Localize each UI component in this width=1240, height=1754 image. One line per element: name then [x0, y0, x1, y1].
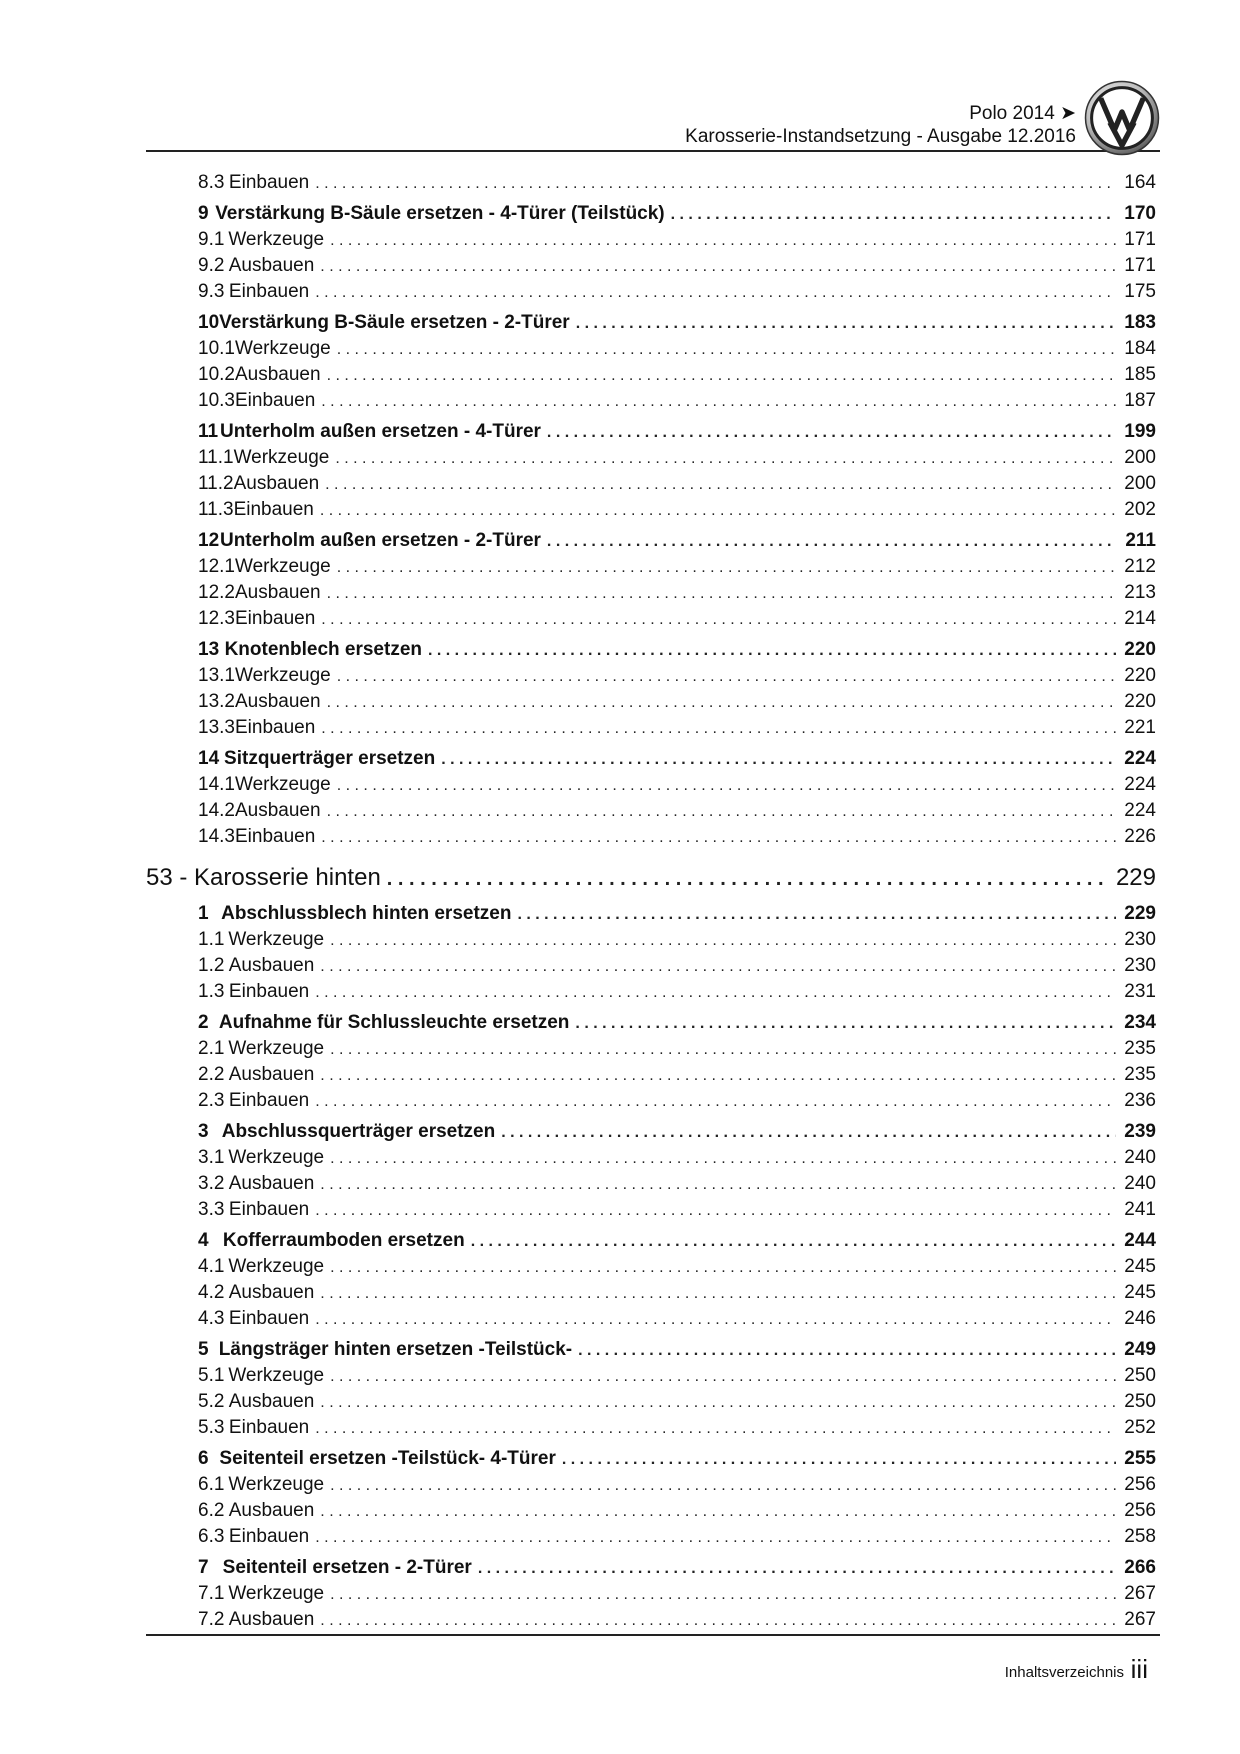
toc-page-number: 256 [1124, 1500, 1156, 1521]
toc-title: Knotenblech ersetzen [224, 639, 422, 660]
table-of-contents [146, 172, 1156, 1635]
toc-page-number: 267 [1124, 1583, 1156, 1604]
toc-number: 3.1 [198, 1147, 225, 1168]
toc-title: Einbauen [228, 1526, 310, 1547]
toc-title: Kofferraumboden ersetzen [222, 1230, 465, 1251]
dot-leader [575, 1015, 1116, 1033]
footer-page-number: iii [1130, 1654, 1148, 1684]
vw-logo-icon [1084, 80, 1160, 156]
toc-title: Werkzeuge [228, 929, 325, 950]
toc-page-number: 185 [1124, 364, 1156, 385]
dot-leader [671, 206, 1116, 224]
dot-leader [327, 694, 1116, 712]
toc-title: Werkzeuge [233, 447, 330, 468]
toc-title: Werkzeuge [228, 1038, 325, 1059]
toc-title: Werkzeuge [234, 338, 331, 359]
toc-entry[interactable] [146, 1147, 1156, 1173]
arrow-right-icon: ➤ [1060, 103, 1076, 124]
toc-title: Unterholm außen ersetzen - 4-Türer [219, 421, 541, 442]
toc-number: 1.2 [198, 955, 225, 976]
dot-leader [337, 668, 1116, 686]
toc-title: Ausbauen [233, 473, 320, 494]
dot-leader [428, 642, 1116, 660]
toc-number: 6.1 [198, 1474, 225, 1495]
toc-page-number: 249 [1124, 1339, 1156, 1360]
dot-leader [315, 1093, 1116, 1111]
toc-title: Ausbauen [228, 1391, 315, 1412]
dot-leader [330, 1586, 1116, 1604]
toc-page-number: 213 [1124, 582, 1156, 603]
dot-leader [315, 1202, 1116, 1220]
toc-number: 14 [198, 748, 220, 769]
toc-number: 5.1 [198, 1365, 225, 1386]
toc-number: 14.1 [198, 774, 235, 795]
toc-page-number: 220 [1124, 665, 1156, 686]
toc-title: Ausbauen [228, 1609, 315, 1630]
dot-leader [441, 751, 1116, 769]
dot-leader [321, 829, 1116, 847]
toc-title: Ausbauen [228, 955, 315, 976]
toc-page-number: 200 [1124, 447, 1156, 468]
toc-entry[interactable] [146, 1583, 1156, 1609]
toc-page-number: 230 [1124, 929, 1156, 950]
toc-page-number: 255 [1124, 1448, 1156, 1469]
toc-page-number: 220 [1124, 691, 1156, 712]
dot-leader [517, 906, 1116, 924]
toc-page-number: 226 [1124, 826, 1156, 847]
toc-entry[interactable] [146, 1526, 1156, 1552]
toc-title: Einbauen [233, 499, 314, 520]
dot-leader [320, 502, 1116, 520]
toc-page-number: 220 [1124, 639, 1156, 660]
dot-leader [320, 1067, 1116, 1085]
toc-number: 2.3 [198, 1090, 225, 1111]
toc-page-number: 187 [1124, 390, 1156, 411]
toc-page-number: 245 [1124, 1256, 1156, 1277]
toc-entry[interactable] [146, 1609, 1156, 1635]
dot-leader [547, 424, 1116, 442]
toc-entry[interactable] [146, 390, 1156, 416]
toc-title: Ausbauen [228, 1500, 315, 1521]
toc-title: Einbauen [234, 826, 316, 847]
toc-section[interactable] [146, 1230, 1156, 1256]
toc-entry[interactable] [146, 1365, 1156, 1391]
toc-title: Einbauen [234, 717, 316, 738]
toc-title: Unterholm außen ersetzen - 2-Türer [219, 530, 541, 551]
toc-number: 3.2 [198, 1173, 225, 1194]
footer-rule [146, 1634, 1160, 1636]
toc-number: 2 [198, 1012, 209, 1033]
toc-number: 1.3 [198, 981, 225, 1002]
dot-leader [578, 1342, 1116, 1360]
toc-number: 7 [198, 1557, 209, 1578]
toc-page-number: 235 [1124, 1064, 1156, 1085]
dot-leader [562, 1451, 1116, 1469]
toc-entry[interactable] [146, 1199, 1156, 1225]
toc-page-number: 224 [1124, 774, 1156, 795]
toc-number: 14.2 [198, 800, 235, 821]
toc-entry[interactable] [146, 800, 1156, 826]
toc-number: 9.1 [198, 229, 225, 250]
toc-page-number: 250 [1124, 1365, 1156, 1386]
toc-title: Einbauen [228, 281, 310, 302]
toc-entry[interactable] [146, 1173, 1156, 1199]
dot-leader [325, 476, 1116, 494]
toc-page-number: 183 [1124, 312, 1156, 333]
toc-page-number: 250 [1124, 1391, 1156, 1412]
toc-entry[interactable] [146, 1256, 1156, 1282]
toc-title: 53 - Karosserie hinten [146, 864, 381, 891]
toc-page-number: 231 [1124, 981, 1156, 1002]
toc-number: 14.3 [198, 826, 235, 847]
toc-number: 5 [198, 1339, 209, 1360]
toc-page-number: 241 [1124, 1199, 1156, 1220]
dot-leader [320, 1612, 1116, 1630]
toc-number: 8.3 [198, 172, 225, 193]
toc-title: Werkzeuge [228, 1147, 325, 1168]
dot-leader [327, 803, 1116, 821]
toc-number: 4.3 [198, 1308, 225, 1329]
dot-leader [315, 175, 1116, 193]
toc-number: 9.2 [198, 255, 225, 276]
toc-number: 6.3 [198, 1526, 225, 1547]
toc-entry[interactable] [146, 1090, 1156, 1116]
toc-title: Einbauen [228, 172, 310, 193]
toc-number: 4.2 [198, 1282, 225, 1303]
toc-number: 10 [198, 312, 220, 333]
toc-section[interactable] [146, 1557, 1156, 1583]
toc-entry[interactable] [146, 955, 1156, 981]
toc-page-number: 202 [1124, 499, 1156, 520]
toc-number: 11.1 [198, 447, 234, 468]
toc-page-number: 224 [1124, 800, 1156, 821]
toc-entry[interactable] [146, 255, 1156, 281]
toc-number: 7.1 [198, 1583, 225, 1604]
toc-number: 10.2 [198, 364, 235, 385]
toc-title: Werkzeuge [228, 229, 325, 250]
toc-number: 3.3 [198, 1199, 225, 1220]
toc-number: 10.3 [198, 390, 235, 411]
toc-section[interactable] [146, 748, 1156, 774]
dot-leader [330, 1041, 1116, 1059]
dot-leader [315, 1420, 1116, 1438]
toc-number: 10.1 [198, 338, 235, 359]
toc-number: 3 [198, 1121, 209, 1142]
toc-number: 2.2 [198, 1064, 225, 1085]
toc-number: 11 [198, 421, 219, 442]
toc-page-number: 224 [1124, 748, 1156, 769]
toc-title: Werkzeuge [228, 1583, 325, 1604]
toc-chapter[interactable] [146, 864, 1156, 898]
toc-page-number: 199 [1124, 421, 1156, 442]
toc-page-number: 246 [1124, 1308, 1156, 1329]
page-header [146, 72, 1160, 152]
dot-leader [471, 1233, 1116, 1251]
toc-page-number: 236 [1124, 1090, 1156, 1111]
toc-title: Einbauen [234, 608, 316, 629]
dot-leader [327, 585, 1116, 603]
dot-leader [330, 1259, 1116, 1277]
toc-number: 4.1 [198, 1256, 225, 1277]
toc-section[interactable] [146, 421, 1156, 447]
dot-leader [335, 450, 1116, 468]
dot-leader [330, 1368, 1116, 1386]
toc-title: Einbauen [228, 1308, 310, 1329]
toc-number: 9.3 [198, 281, 225, 302]
toc-entry[interactable] [146, 556, 1156, 582]
toc-page-number: 258 [1124, 1526, 1156, 1547]
toc-title: Ausbauen [228, 1282, 315, 1303]
dot-leader [320, 1176, 1116, 1194]
dot-leader [315, 284, 1116, 302]
toc-title: Werkzeuge [228, 1256, 325, 1277]
dot-leader [320, 958, 1116, 976]
toc-number: 11.2 [198, 473, 234, 494]
toc-entry[interactable] [146, 473, 1156, 499]
toc-section[interactable] [146, 1012, 1156, 1038]
toc-title: Sitzquerträger ersetzen [224, 748, 436, 769]
toc-title: Abschlussquerträger ersetzen [221, 1121, 496, 1142]
toc-page-number: 171 [1124, 229, 1156, 250]
toc-number: 1.1 [198, 929, 225, 950]
toc-number: 1 [198, 903, 209, 924]
toc-entry[interactable] [146, 1474, 1156, 1500]
toc-page-number: 211 [1125, 530, 1156, 551]
toc-title: Einbauen [228, 1090, 310, 1111]
toc-page-number: 230 [1124, 955, 1156, 976]
toc-entry[interactable] [146, 1417, 1156, 1443]
toc-entry[interactable] [146, 1308, 1156, 1334]
dot-leader [576, 315, 1116, 333]
toc-page-number: 170 [1124, 203, 1156, 224]
toc-entry[interactable] [146, 981, 1156, 1007]
toc-entry[interactable] [146, 608, 1156, 634]
toc-page-number: 221 [1124, 717, 1156, 738]
toc-entry[interactable] [146, 929, 1156, 955]
dot-leader [337, 559, 1116, 577]
toc-page-number: 229 [1124, 903, 1156, 924]
toc-title: Ausbauen [228, 1064, 315, 1085]
toc-entry[interactable] [146, 338, 1156, 364]
header-rule [146, 150, 1160, 152]
toc-title: Werkzeuge [234, 774, 331, 795]
toc-title: Ausbauen [234, 800, 321, 821]
dot-leader [387, 868, 1110, 891]
toc-title: Seitenteil ersetzen - 2-Türer [222, 1557, 472, 1578]
toc-title: Ausbauen [228, 255, 315, 276]
dot-leader [327, 367, 1116, 385]
toc-section[interactable] [146, 903, 1156, 929]
toc-number: 12 [198, 530, 220, 551]
toc-title: Verstärkung B-Säule ersetzen - 4-Türer (Teilstück) [215, 203, 665, 224]
toc-entry[interactable] [146, 172, 1156, 198]
toc-number: 13.1 [198, 665, 235, 686]
toc-title: Werkzeuge [228, 1365, 325, 1386]
footer-label: Inhaltsverzeichnis [1004, 1664, 1124, 1681]
dot-leader [320, 1285, 1116, 1303]
toc-entry[interactable] [146, 1500, 1156, 1526]
dot-leader [330, 932, 1116, 950]
toc-section[interactable] [146, 203, 1156, 229]
toc-page-number: 229 [1115, 864, 1156, 891]
dot-leader [315, 1529, 1116, 1547]
toc-entry[interactable] [146, 1038, 1156, 1064]
dot-leader [320, 1503, 1116, 1521]
toc-title: Seitenteil ersetzen -Teilstück- 4-Türer [219, 1448, 556, 1469]
toc-page-number: 239 [1124, 1121, 1156, 1142]
toc-number: 11.3 [198, 499, 234, 520]
toc-number: 13.3 [198, 717, 235, 738]
toc-section[interactable] [146, 530, 1156, 556]
toc-number: 12.2 [198, 582, 235, 603]
toc-title: Aufnahme für Schlussleuchte ersetzen [218, 1012, 570, 1033]
dot-leader [320, 1394, 1116, 1412]
toc-number: 9 [198, 203, 209, 224]
toc-entry[interactable] [146, 447, 1156, 473]
header-model: Polo 2014 [969, 103, 1055, 124]
dot-leader [501, 1124, 1116, 1142]
toc-title: Einbauen [234, 390, 316, 411]
toc-page-number: 171 [1124, 255, 1156, 276]
toc-page-number: 234 [1124, 1012, 1156, 1033]
toc-section[interactable] [146, 1339, 1156, 1365]
toc-entry[interactable] [146, 281, 1156, 307]
toc-page-number: 266 [1124, 1557, 1156, 1578]
toc-entry[interactable] [146, 1064, 1156, 1090]
toc-title: Ausbauen [234, 582, 321, 603]
toc-page-number: 244 [1124, 1230, 1156, 1251]
dot-leader [320, 258, 1116, 276]
dot-leader [478, 1560, 1116, 1578]
toc-page-number: 240 [1124, 1147, 1156, 1168]
toc-entry[interactable] [146, 1282, 1156, 1308]
toc-entry[interactable] [146, 499, 1156, 525]
toc-number: 12.3 [198, 608, 235, 629]
toc-entry[interactable] [146, 1391, 1156, 1417]
toc-title: Ausbauen [228, 1173, 315, 1194]
toc-entry[interactable] [146, 229, 1156, 255]
toc-title: Ausbauen [234, 691, 321, 712]
toc-number: 13.2 [198, 691, 235, 712]
dot-leader [330, 1477, 1116, 1495]
toc-title: Verstärkung B-Säule ersetzen - 2-Türer [219, 312, 570, 333]
toc-title: Abschlussblech hinten ersetzen [221, 903, 512, 924]
dot-leader [337, 777, 1116, 795]
toc-section[interactable] [146, 1121, 1156, 1147]
toc-entry[interactable] [146, 582, 1156, 608]
toc-number: 12.1 [198, 556, 235, 577]
toc-page-number: 175 [1124, 281, 1156, 302]
toc-title: Werkzeuge [234, 556, 331, 577]
toc-entry[interactable] [146, 826, 1156, 852]
toc-page-number: 184 [1124, 338, 1156, 359]
toc-title: Einbauen [228, 1199, 310, 1220]
toc-page-number: 252 [1124, 1417, 1156, 1438]
toc-page-number: 267 [1124, 1609, 1156, 1630]
toc-title: Werkzeuge [234, 665, 331, 686]
toc-entry[interactable] [146, 774, 1156, 800]
toc-number: 6.2 [198, 1500, 225, 1521]
dot-leader [315, 1311, 1116, 1329]
dot-leader [547, 533, 1116, 551]
dot-leader [321, 611, 1116, 629]
toc-entry[interactable] [146, 364, 1156, 390]
toc-page-number: 200 [1124, 473, 1156, 494]
toc-title: Ausbauen [234, 364, 321, 385]
toc-page-number: 245 [1124, 1282, 1156, 1303]
toc-title: Werkzeuge [228, 1474, 325, 1495]
toc-page-number: 235 [1124, 1038, 1156, 1059]
toc-entry[interactable] [146, 717, 1156, 743]
toc-title: Einbauen [228, 1417, 310, 1438]
toc-page-number: 240 [1124, 1173, 1156, 1194]
toc-number: 6 [198, 1448, 209, 1469]
toc-page-number: 256 [1124, 1474, 1156, 1495]
toc-section[interactable] [146, 639, 1156, 665]
toc-page-number: 214 [1124, 608, 1156, 629]
toc-page-number: 212 [1124, 556, 1156, 577]
dot-leader [315, 984, 1116, 1002]
toc-title: Einbauen [228, 981, 310, 1002]
toc-page-number: 164 [1124, 172, 1156, 193]
toc-number: 7.2 [198, 1609, 225, 1630]
dot-leader [330, 232, 1116, 250]
toc-number: 5.3 [198, 1417, 225, 1438]
toc-number: 2.1 [198, 1038, 225, 1059]
toc-number: 13 [198, 639, 220, 660]
header-subtitle: Karosserie-Instandsetzung - Ausgabe 12.2016 [685, 126, 1076, 147]
toc-entry[interactable] [146, 691, 1156, 717]
toc-section[interactable] [146, 1448, 1156, 1474]
toc-title: Längsträger hinten ersetzen -Teilstück- [218, 1339, 573, 1360]
dot-leader [321, 393, 1116, 411]
dot-leader [321, 720, 1116, 738]
toc-number: 4 [198, 1230, 209, 1251]
header-model-line [969, 102, 1076, 125]
toc-section[interactable] [146, 312, 1156, 338]
dot-leader [330, 1150, 1116, 1168]
toc-entry[interactable] [146, 665, 1156, 691]
toc-number: 5.2 [198, 1391, 225, 1412]
dot-leader [337, 341, 1116, 359]
